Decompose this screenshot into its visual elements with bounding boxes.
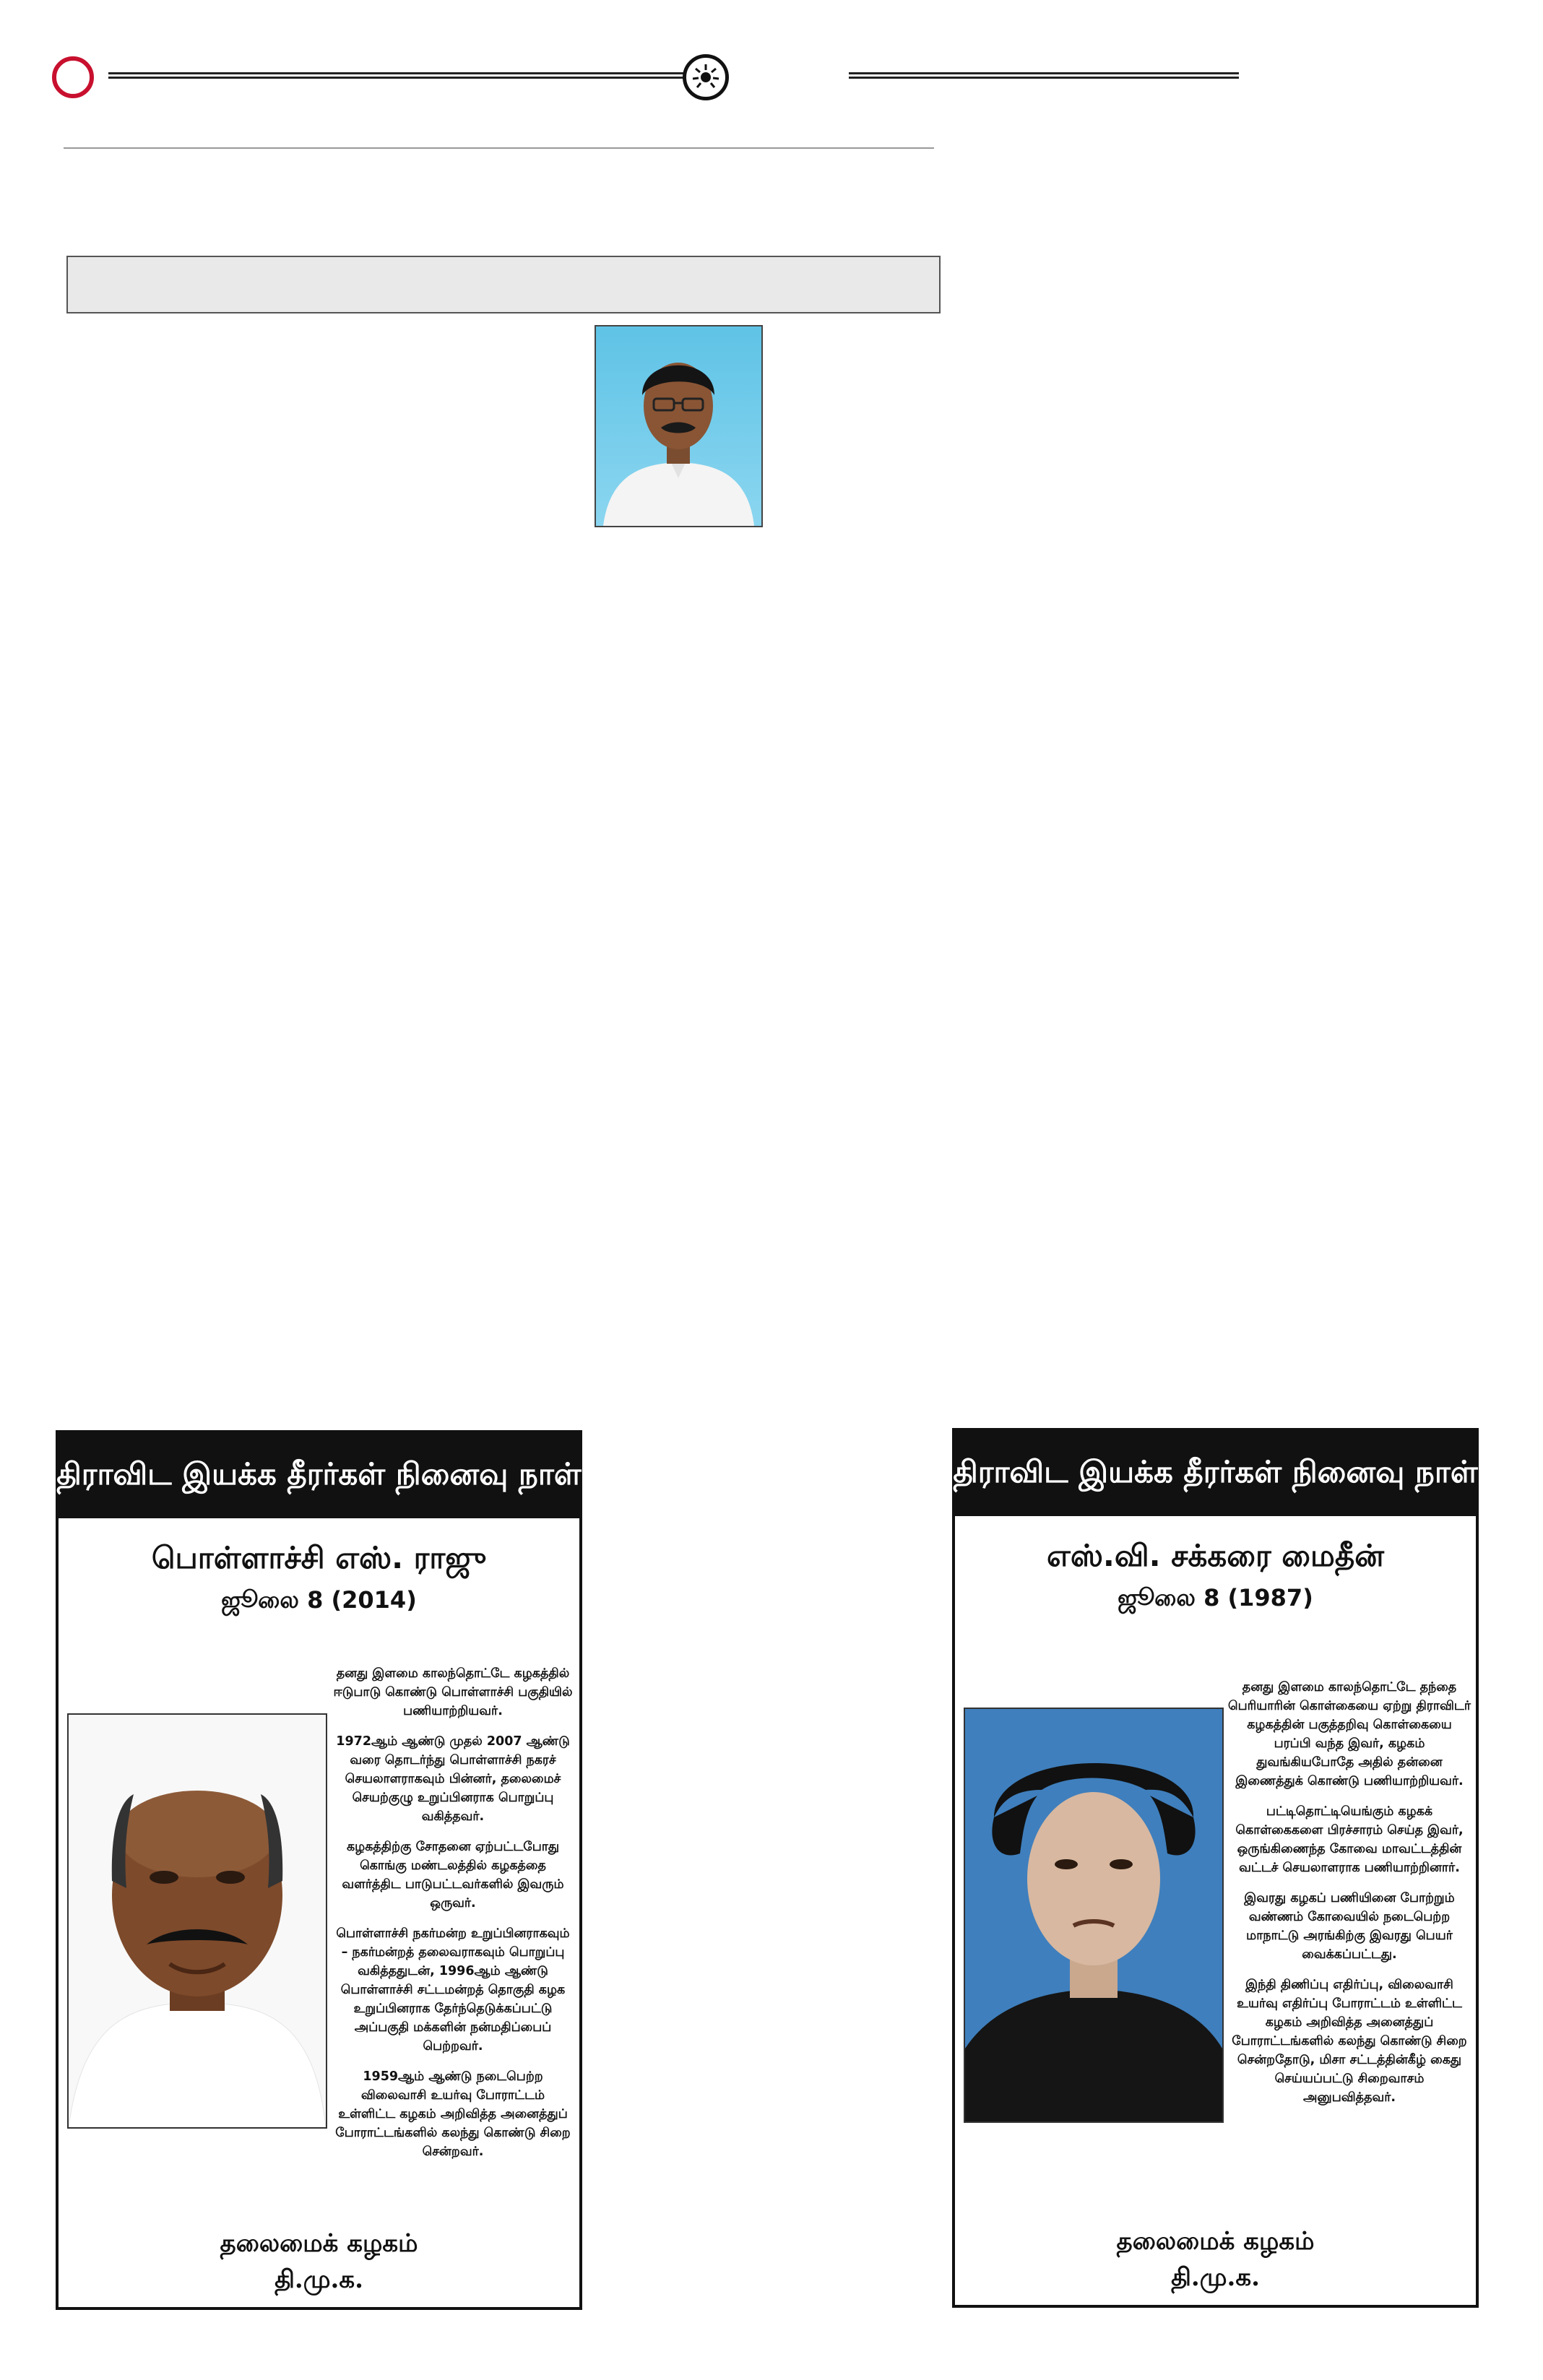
bio-paragraph: பொள்ளாச்சி நகர்மன்ற உறுப்பினராகவும் – நகர்மன்றத் தலைவராகவும் பொறுப்பு வகித்ததுடன், 1996ஆம் ஆண்டு பொள்ளாச்சி சட்டமன்றத் தொகுதி கழக உறுப்பினராக தேர்ந்தெடுக்கப்பட்டு அப்பகுதி மக்களின் நன்மதிப்பைப் பெற்றவர். — [336, 1926, 570, 2054]
header-rule-right — [849, 72, 1239, 79]
card-person-name: பொள்ளாச்சி எஸ். ராஜு — [151, 1540, 487, 1575]
section-divider — [64, 147, 934, 149]
bio-paragraph: 1972ஆம் ஆண்டு முதல் 2007 ஆண்டு வரை தொடர்ந்து பொள்ளாச்சி நகரச் செயலாளராகவும் பின்னர், தலைமைச் செயற்குழு உறுப்பினராக பொறுப்பு வகித்தவர். — [336, 1734, 570, 1824]
bio-paragraph: பட்டிதொட்டியெங்கும் கழகக் கொள்கைகளை பிரச்சாரம் செய்த இவர், ஒருங்கிணைந்த கோவை மாவட்டத்தின் வட்டச் செயலாளராக பணியாற்றினார். — [1235, 1804, 1464, 1875]
top-portrait-photo — [595, 325, 763, 527]
card-signature-line1: தலைமைக் கழகம் — [220, 2229, 418, 2258]
card-date: ஜூலை 8 (2014) — [221, 1586, 417, 1614]
red-ring-icon — [52, 56, 94, 98]
bio-paragraph: தனது இளமை காலந்தொட்டே தந்தை பெரியாரின் கொள்கையை ஏற்று திராவிடர் கழகத்தின் பகுத்தறிவு கொள்கையை பரப்பி வந்த இவர், கழகம் துவங்கியபோதே அதில் தன்னை இணைத்துக் கொண்டு பணியாற்றியவர். — [1228, 1680, 1471, 1788]
bio-paragraph: இந்தி திணிப்பு எதிர்ப்பு, விலைவாசி உயர்வு எதிர்ப்பு போராட்டம் உள்ளிட்ட கழகம் அறிவித்த அனைத்துப் போராட்டங்களில் கலந்து கொண்டு சிறை சென்றதோடு, மிசா சட்டத்தின்கீழ் கைது செய்யப்பட்டு சிறைவாசம் அனுபவித்தவர். — [1232, 1978, 1467, 2105]
card-signature-line1: தலைமைக் கழகம் — [1116, 2227, 1315, 2256]
header-rule-left — [108, 72, 686, 79]
bio-paragraph: 1959ஆம் ஆண்டு நடைபெற்ற விலைவாசி உயர்வு போராட்டம் உள்ளிட்ட கழகம் அறிவித்த அனைத்துப் போராட்டங்களில் கலந்து கொண்டு சிறை சென்றவர். — [335, 2069, 571, 2159]
card-date: ஜூலை 8 (1987) — [1118, 1584, 1313, 1611]
card-person-name: எஸ்.வி. சக்கரை மைதீன் — [1047, 1538, 1384, 1573]
memorial-card-raju — [56, 1430, 582, 2310]
card-signature-line2: தி.மு.க. — [275, 2265, 363, 2294]
card-signature-line2: தி.மு.க. — [1171, 2263, 1260, 2292]
bio-paragraph: இவரது கழகப் பணியினை போற்றும் வண்ணம் கோவையில் நடைபெற்ற மாநாட்டு அரங்கிற்கு இவரது பெயர் வைக்கப்பட்டது. — [1244, 1891, 1455, 1962]
bio-paragraph: கழகத்திற்கு சோதனை ஏற்பட்டபோது கொங்கு மண்டலத்தில் கழகத்தை வளர்த்திட பாடுபட்டவர்களில் இவரும் ஒருவர். — [342, 1840, 564, 1911]
card-header-band: திராவிட இயக்க தீரர்கள் நினைவு நாள் — [955, 1431, 1476, 1516]
grey-title-box — [66, 256, 941, 313]
card-header-band: திராவிட இயக்க தீரர்கள் நினைவு நாள் — [59, 1433, 579, 1518]
card-biography — [1228, 1678, 1471, 2119]
bio-paragraph: தனது இளமை காலந்தொட்டே கழகத்தில் ஈடுபாடு கொண்டு பொள்ளாச்சி பகுதியில் பணியாற்றியவர். — [333, 1666, 573, 1718]
memorial-card-sakkarai-maideen — [952, 1428, 1479, 2308]
card-biography — [332, 1664, 574, 2173]
rising-sun-emblem-icon — [683, 54, 729, 100]
card-portrait-photo — [67, 1713, 327, 2129]
card-portrait-photo — [964, 1708, 1224, 2123]
